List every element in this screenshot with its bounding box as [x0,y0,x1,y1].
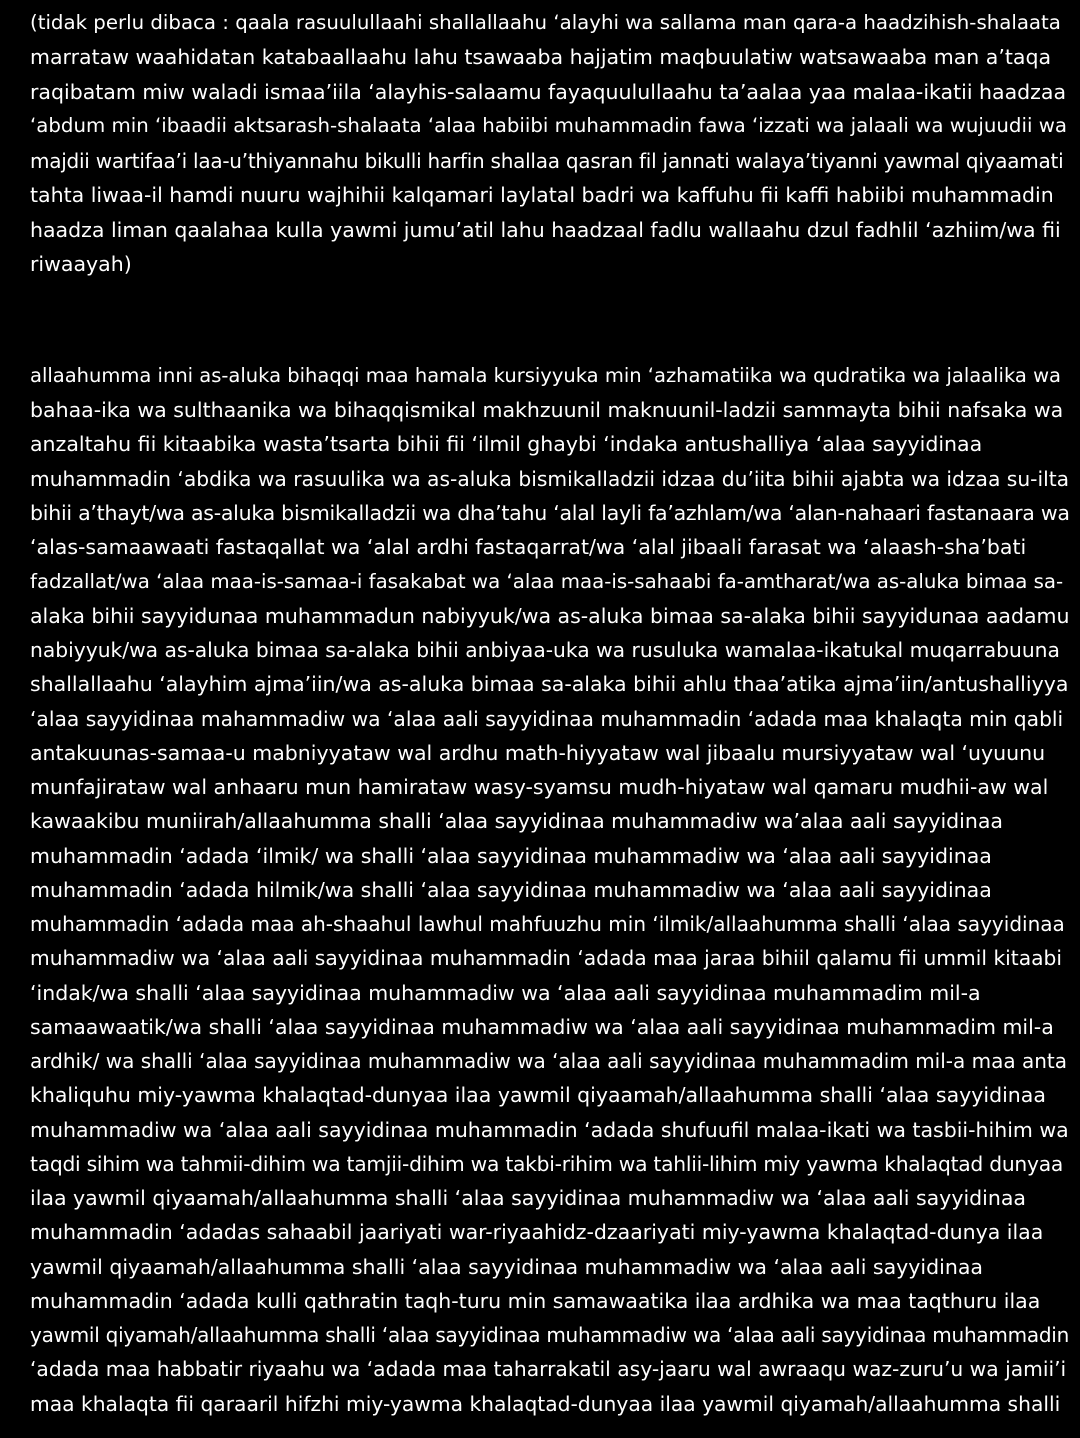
prayer-line: bahaa-ika wa sulthaanika wa bihaqqismikal makhzuunil maknuunil-ladzii sammayta bihii nafsaka wa [30,398,1064,422]
prayer-line: kawaakibu muniirah/allaahumma shalli ‘alaa sayyidinaa muhammadiw wa’alaa aali sayyidinaa [30,809,1003,833]
prayer-line: taqdi sihim wa tahmii-dihim wa tamjii-dihim wa takbi-rihim wa tahlii-lihim miy yawma khalaqtad dunyaa [30,1152,1064,1176]
prayer-line: muhammadin ‘adada ‘ilmik/ wa shalli ‘alaa sayyidinaa muhammadiw wa ‘alaa aali sayyidinaa [30,844,992,868]
prayer-line: fadzallat/wa ‘alaa maa-is-samaa-i fasakabat wa ‘alaa maa-is-sahaabi fa-amtharat/wa as-aluka bimaa sa- [30,570,1064,593]
intro-line: tahta liwaa-il hamdi nuuru wajhihii kalqamari laylatal badri wa kaffuhu fii kaffi habiibi muhammadin [30,183,1054,207]
prayer-line: yawmil qiyamah/allaahumma shalli ‘alaa sayyidinaa muhammadiw wa ‘alaa aali sayyidinaa muhammadin [30,1323,1070,1347]
prayer-line: muhammadin ‘adadas sahaabil jaariyati war-riyaahidz-dzaariyati miy-yawma khalaqtad-dunya ilaa [30,1220,1044,1244]
intro-line: ‘abdum min ‘ibaadii aktsarash-shalaata ‘alaa habiibi muhammadin fawa ‘izzati wa jalaali wa wujuudii wa [30,114,1067,137]
prayer-line: bihii a’thayt/wa as-aluka bismikalladzii wa dha’tahu ‘alal layli fa’azhlam/wa ‘alan-nahaari fastanaara wa [30,501,1070,525]
prayer-line: maa khalaqta fii qaraaril hifzhi miy-yawma khalaqtad-dunyaa ilaa yawmil qiyamah/allaahumma shalli [30,1392,1061,1416]
prayer-line: anzaltahu fii kitaabika wasta’tsarta bihii fii ‘ilmil ghaybi ‘indaka antushalliya ‘alaa sayyidinaa [30,432,983,456]
prayer-line: antakuunas-samaa-u mabniyyataw wal ardhu math-hiyyataw wal jibaalu mursiyyataw wal ‘uyuunu [30,741,1046,765]
prayer-line: muhammadin ‘adada kulli qathratin taqh-turu min samawaatika ilaa ardhika wa maa taqthuru ilaa [30,1289,1041,1313]
intro-line: (tidak perlu dibaca : qaala rasuulullaahi shallallaahu ‘alayhi wa sallama man qara-a haadzihish-shalaata [30,11,1061,34]
prayer-line: muhammadin ‘adada hilmik/wa shalli ‘alaa sayyidinaa muhammadiw wa ‘alaa aali sayyidinaa [30,878,992,902]
prayer-line: samaawaatik/wa shalli ‘alaa sayyidinaa muhammadiw wa ‘alaa aali sayyidinaa muhammadim mil-a [30,1015,1054,1039]
prayer-line: muhammadiw wa ‘alaa aali sayyidinaa muhammadin ‘adada shufuufil malaa-ikati wa tasbii-hihim wa [30,1118,1069,1142]
prayer-line: ilaa yawmil qiyaamah/allaahumma shalli ‘alaa sayyidinaa muhammadiw wa ‘alaa aali sayyidinaa [30,1186,1026,1210]
prayer-line: muhammadin ‘adada maa ah-shaahul lawhul mahfuuzhu min ‘ilmik/allaahumma shalli ‘alaa sayyidinaa [30,912,1065,936]
prayer-line: muhammadin ‘abdika wa rasuulika wa as-aluka bismikalladzii idzaa du’iita bihii ajabta wa idzaa su-ilta [30,467,1070,491]
intro-line: marrataw waahidatan katabaallaahu lahu tsawaaba hajjatim maqbuulatiw watsawaaba man a’taqa [30,45,1052,69]
prayer-line: ‘alas-samaawaati fastaqallat wa ‘alal ardhi fastaqarrat/wa ‘alal jibaali farasat wa ‘alaash-sha’bati [30,535,1027,559]
prayer-line: yawmil qiyaamah/allaahumma shalli ‘alaa sayyidinaa muhammadiw wa ‘alaa aali sayyidinaa [30,1255,983,1279]
prayer-line: ardhik/ wa shalli ‘alaa sayyidinaa muhammadiw wa ‘alaa aali sayyidinaa muhammadim mil-a maa anta [30,1049,1068,1073]
prayer-line: ‘indak/wa shalli ‘alaa sayyidinaa muhammadiw wa ‘alaa aali sayyidinaa muhammadim mil-a [30,981,981,1005]
intro-line: riwaayah) [30,252,132,276]
intro-line: haadza liman qaalahaa kulla yawmi jumu’atil lahu haadzaal fadlu wallaahu dzul fadhlil ‘azhiim/wa fii [30,218,1061,242]
prayer-line: khaliquhu miy-yawma khalaqtad-dunyaa ilaa yawmil qiyaamah/allaahumma shalli ‘alaa sayyidinaa [30,1083,1046,1107]
prayer-line: munfajirataw wal anhaaru mun hamirataw wasy-syamsu mudh-hiyataw wal qamaru mudhii-aw wal [30,775,1049,799]
prayer-line: allaahumma inni as-aluka bihaqqi maa hamala kursiyyuka min ‘azhamatiika wa qudratika wa jalaalika wa [30,364,1061,387]
prayer-line: ‘alaa sayyidinaa mahammadiw wa ‘alaa aali sayyidinaa muhammadin ‘adada maa khalaqta min qabli [30,707,1064,731]
prayer-line: shallallaahu ‘alayhim ajma’iin/wa as-aluka bimaa sa-alaka bihii ahlu thaa’atika ajma’iin/antushalliyya [30,672,1069,696]
prayer-line: nabiyyuk/wa as-aluka bimaa sa-alaka bihii anbiyaa-uka wa rusuluka wamalaa-ikatukal muqarrabuuna [30,638,1060,662]
prayer-line: alaka bihii sayyidunaa muhammadun nabiyyuk/wa as-aluka bimaa sa-alaka bihii sayyidunaa aadamu [30,604,1070,628]
prayer-line: muhammadiw wa ‘alaa aali sayyidinaa muhammadin ‘adada maa jaraa bihiil qalamu fii ummil kitaabi [30,946,1063,970]
prayer-line: ‘adada maa habbatir riyaahu wa ‘adada maa taharrakatil asy-jaaru wal awraaqu waz-zuru’u wa jamii’i [30,1357,1067,1381]
intro-line: raqibatam miw waladi ismaa’iila ‘alayhis-salaamu fayaquulullaahu ta’aalaa yaa malaa-ikatii haadzaa [30,80,1067,104]
intro-line: majdii wartifaa’i laa-u’thiyannahu bikulli harfin shallaa qasran fil jannati walaya’tiyanni yawmal qiyaamati [30,149,1064,173]
